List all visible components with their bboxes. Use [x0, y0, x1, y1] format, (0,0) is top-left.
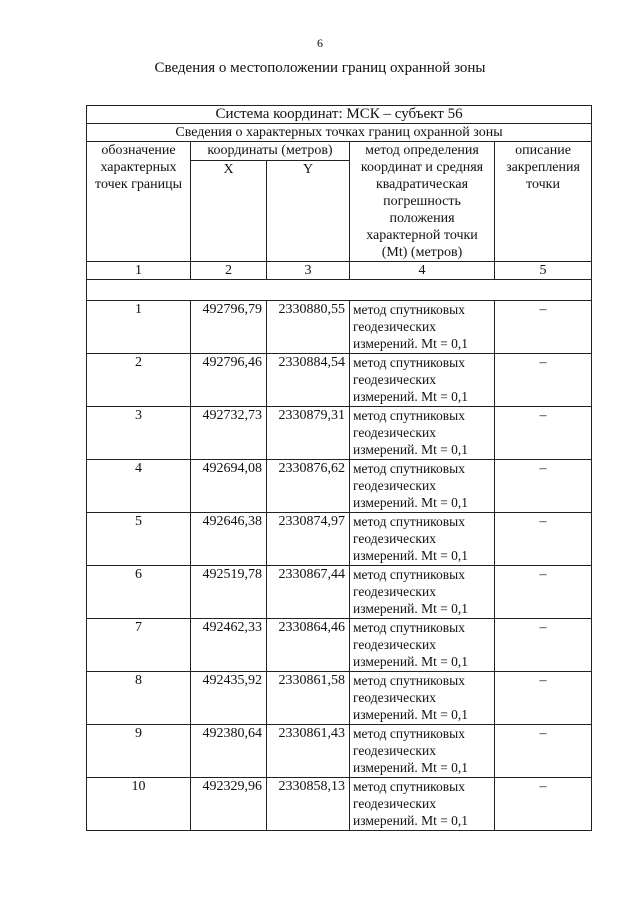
method-cell: метод спутниковых геодезических измерений. Mt = 0,1: [350, 725, 495, 778]
description-cell: –: [495, 513, 592, 566]
y-coordinate-cell: 2330884,54: [267, 354, 350, 407]
y-header: Y: [267, 161, 350, 262]
coordinates-header: координаты (метров): [191, 142, 350, 161]
column-number: 2: [191, 262, 267, 280]
coordinate-system-label: Система координат: МСК – субъект 56: [87, 106, 592, 124]
y-coordinate-cell: 2330861,58: [267, 672, 350, 725]
point-cell: 10: [87, 778, 191, 831]
page-number: 6: [317, 36, 323, 50]
point-cell: 1: [87, 301, 191, 354]
coordinate-system-row: [87, 106, 592, 124]
table-row: [87, 301, 592, 354]
description-cell: –: [495, 407, 592, 460]
y-coordinate-cell: 2330876,62: [267, 460, 350, 513]
x-coordinate-cell: 492796,46: [191, 354, 267, 407]
x-coordinate-cell: 492732,73: [191, 407, 267, 460]
method-cell: метод спутниковых геодезических измерений. Mt = 0,1: [350, 619, 495, 672]
method-header: метод определения координат и средняя квадратическая погрешность положения характерной точки (Mt) (метров): [350, 142, 495, 262]
table-row: [87, 460, 592, 513]
table-row: [87, 354, 592, 407]
column-number: 5: [495, 262, 592, 280]
x-header: X: [191, 161, 267, 262]
x-coordinate-cell: 492646,38: [191, 513, 267, 566]
y-coordinate-cell: 2330879,31: [267, 407, 350, 460]
document-title: Сведения о местоположении границ охранной зоны: [154, 60, 486, 76]
method-cell: метод спутниковых геодезических измерений. Mt = 0,1: [350, 407, 495, 460]
table-row: [87, 778, 592, 831]
method-cell: метод спутниковых геодезических измерений. Mt = 0,1: [350, 460, 495, 513]
table-row: [87, 672, 592, 725]
table-row: [87, 566, 592, 619]
description-header: описание закрепления точки: [495, 142, 592, 262]
column-header-row: [87, 142, 592, 161]
x-coordinate-cell: 492694,08: [191, 460, 267, 513]
table-row: [87, 513, 592, 566]
method-cell: метод спутниковых геодезических измерений. Mt = 0,1: [350, 513, 495, 566]
x-coordinate-cell: 492435,92: [191, 672, 267, 725]
point-cell: 2: [87, 354, 191, 407]
x-coordinate-cell: 492462,33: [191, 619, 267, 672]
table-row: [87, 619, 592, 672]
section-label: Сведения о характерных точках границ охранной зоны: [87, 124, 592, 142]
description-cell: –: [495, 778, 592, 831]
y-coordinate-cell: 2330861,43: [267, 725, 350, 778]
description-cell: –: [495, 566, 592, 619]
column-number-row: [87, 262, 592, 280]
method-cell: метод спутниковых геодезических измерений. Mt = 0,1: [350, 672, 495, 725]
description-cell: –: [495, 672, 592, 725]
boundary-points-table: [86, 105, 592, 831]
method-cell: метод спутниковых геодезических измерений. Mt = 0,1: [350, 778, 495, 831]
description-cell: –: [495, 354, 592, 407]
y-coordinate-cell: 2330864,46: [267, 619, 350, 672]
point-cell: 7: [87, 619, 191, 672]
section-header-row: [87, 124, 592, 142]
method-cell: метод спутниковых геодезических измерений. Mt = 0,1: [350, 566, 495, 619]
blank-row: [87, 280, 592, 301]
x-coordinate-cell: 492329,96: [191, 778, 267, 831]
column-number: 1: [87, 262, 191, 280]
description-cell: –: [495, 619, 592, 672]
point-designation-header: обозначение характерных точек границы: [87, 142, 191, 262]
point-cell: 3: [87, 407, 191, 460]
point-cell: 8: [87, 672, 191, 725]
x-coordinate-cell: 492380,64: [191, 725, 267, 778]
blank-cell: [87, 280, 592, 301]
method-cell: метод спутниковых геодезических измерений. Mt = 0,1: [350, 354, 495, 407]
y-coordinate-cell: 2330858,13: [267, 778, 350, 831]
description-cell: –: [495, 301, 592, 354]
y-coordinate-cell: 2330874,97: [267, 513, 350, 566]
x-coordinate-cell: 492519,78: [191, 566, 267, 619]
column-number: 3: [267, 262, 350, 280]
description-cell: –: [495, 460, 592, 513]
y-coordinate-cell: 2330880,55: [267, 301, 350, 354]
method-cell: метод спутниковых геодезических измерений. Mt = 0,1: [350, 301, 495, 354]
description-cell: –: [495, 725, 592, 778]
table-row: [87, 725, 592, 778]
point-cell: 4: [87, 460, 191, 513]
y-coordinate-cell: 2330867,44: [267, 566, 350, 619]
column-number: 4: [350, 262, 495, 280]
point-cell: 9: [87, 725, 191, 778]
table-row: [87, 407, 592, 460]
point-cell: 5: [87, 513, 191, 566]
point-cell: 6: [87, 566, 191, 619]
x-coordinate-cell: 492796,79: [191, 301, 267, 354]
